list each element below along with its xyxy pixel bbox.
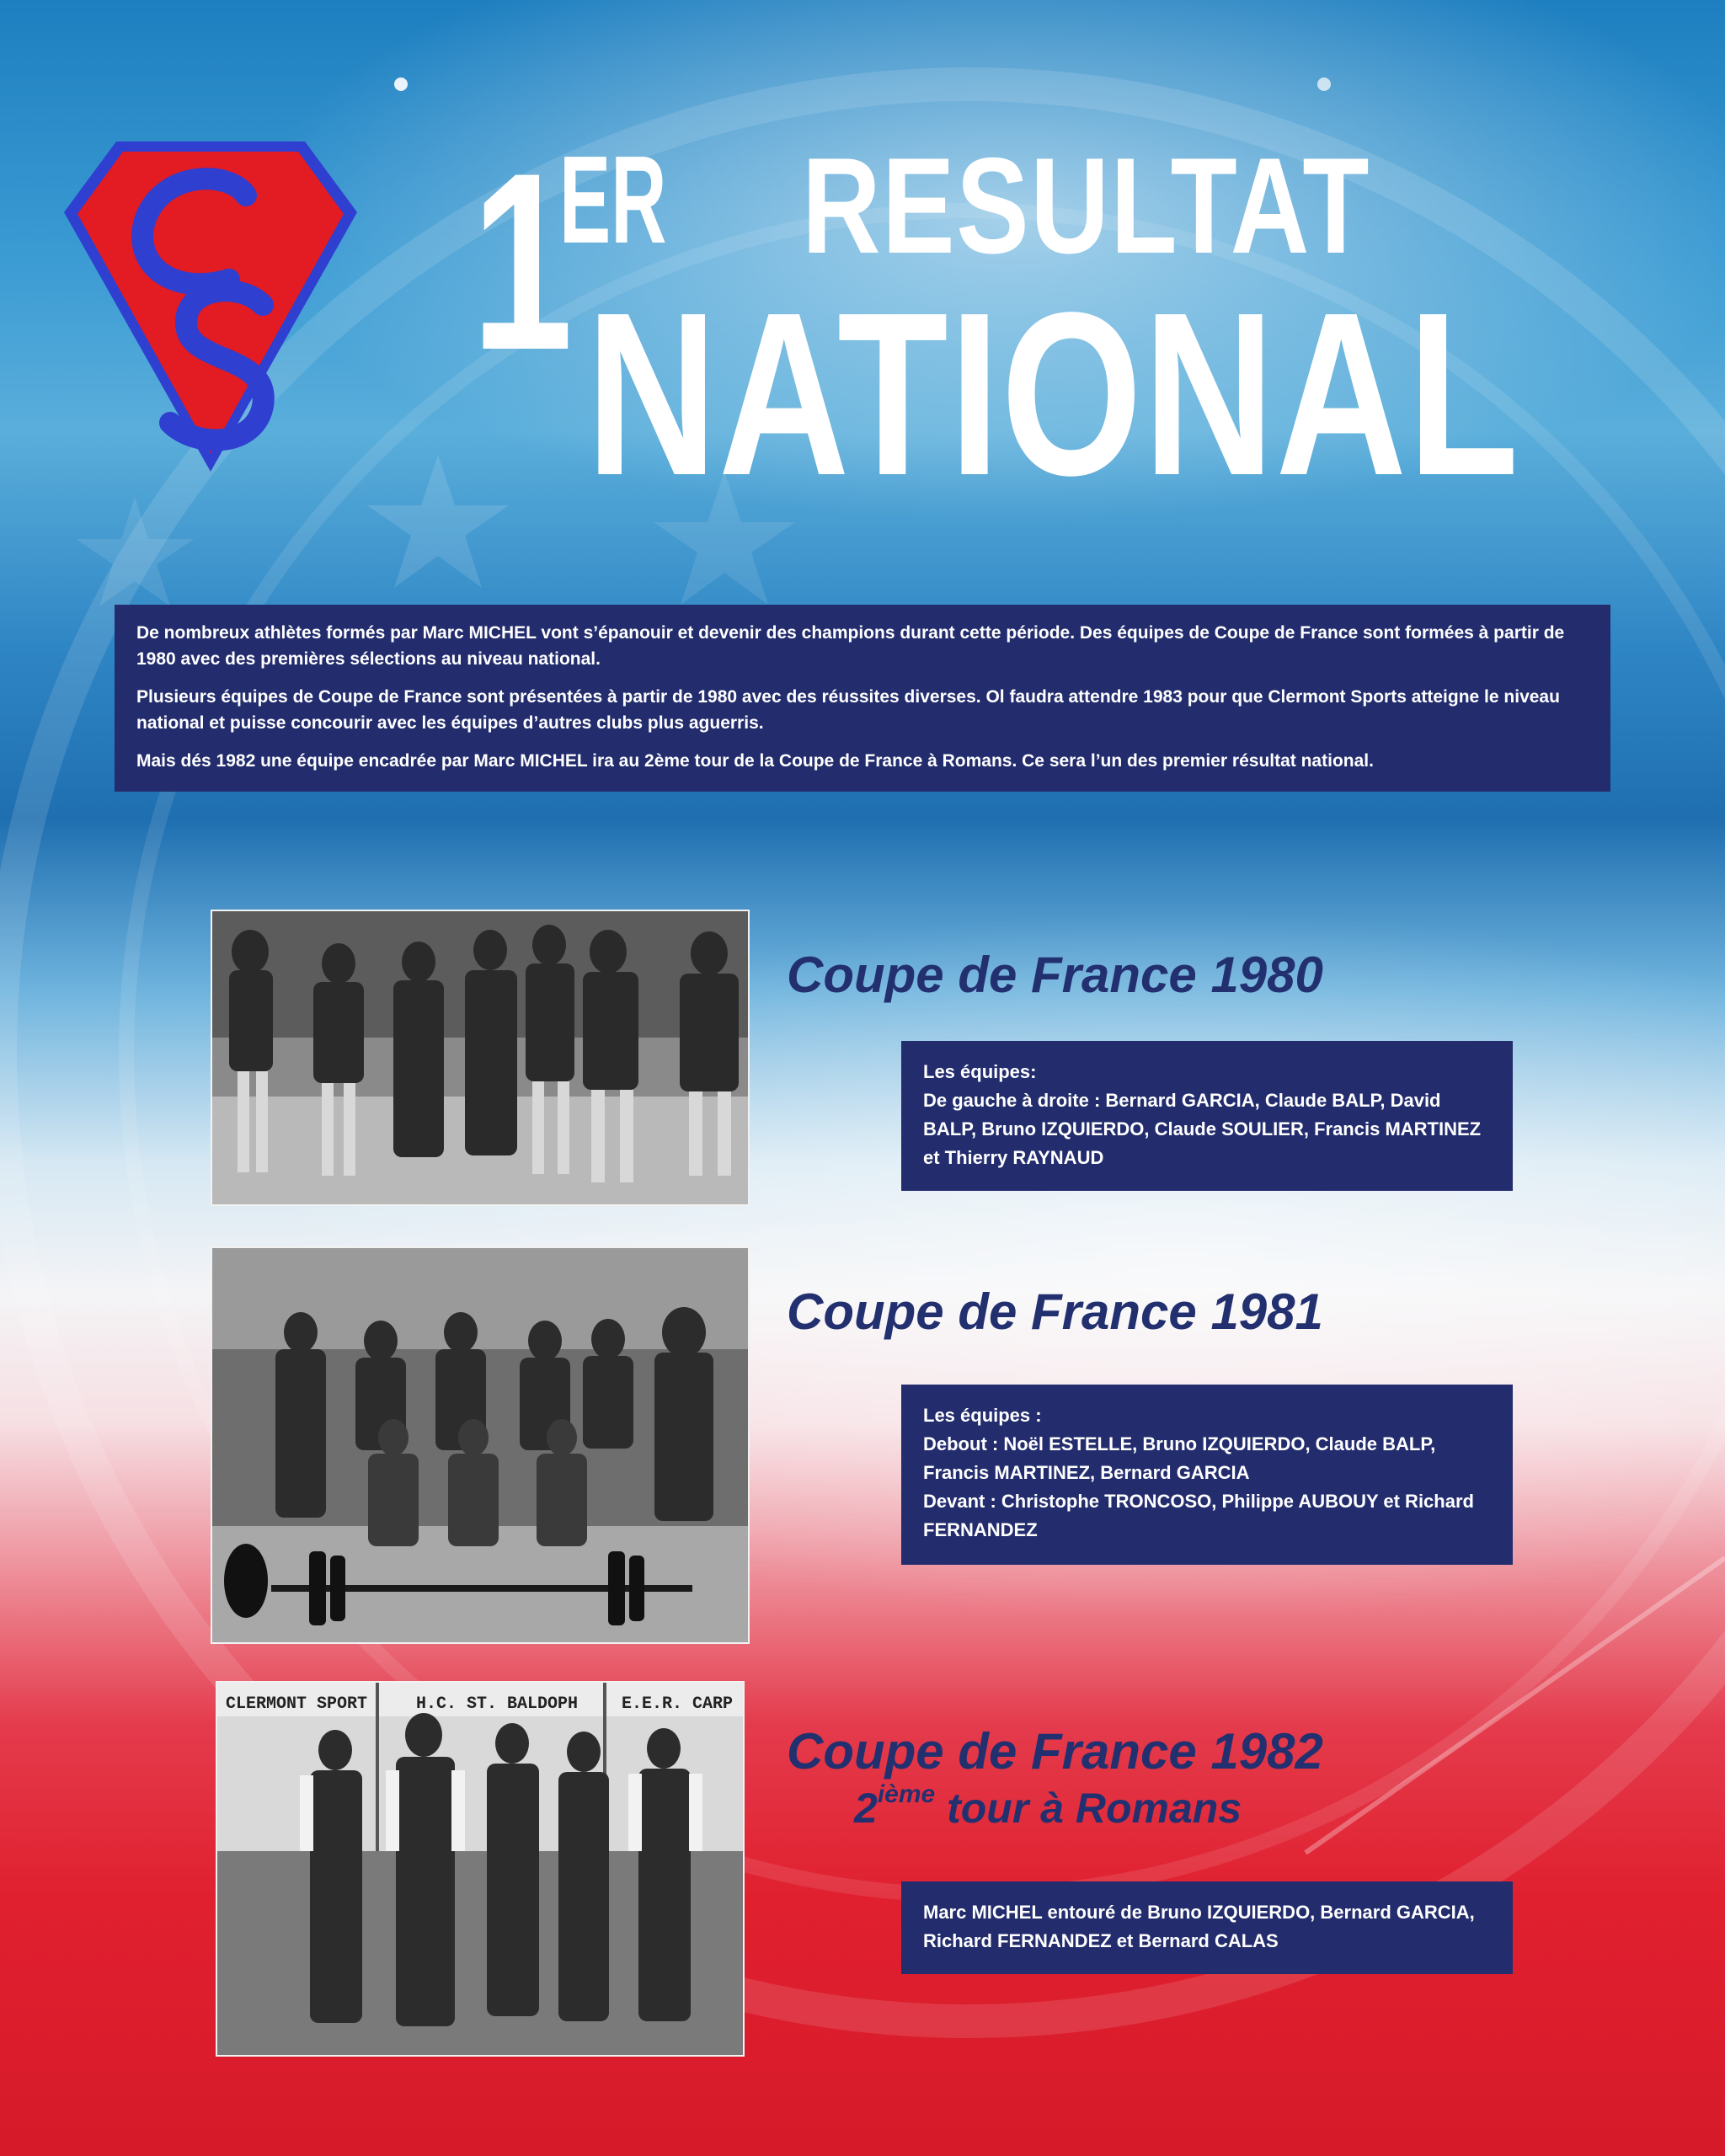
info-line: De gauche à droite : Bernard GARCIA, Claude BALP, David BALP, Bruno IZQUIERDO, Claude SOULIER, Francis MARTINEZ et Thierry RAYNAUD xyxy=(923,1090,1482,1168)
title-superscript: ER xyxy=(559,131,667,270)
photo-banner-right: E.E.R. CARP xyxy=(622,1694,734,1714)
title-national: NATIONAL xyxy=(586,264,1520,524)
section-heading-1980: Coupe de France 1980 xyxy=(787,947,1323,1003)
section-heading-1982: Coupe de France 1982 xyxy=(787,1723,1323,1780)
section-heading-1981: Coupe de France 1981 xyxy=(787,1283,1323,1340)
title-number: 1 xyxy=(472,120,571,403)
info-panel-1982 xyxy=(901,1881,1513,1974)
team-photo-1981 xyxy=(211,1246,750,1644)
photo-banner-left: CLERMONT SPORT xyxy=(226,1694,368,1714)
info-line: Les équipes: xyxy=(923,1061,1037,1082)
info-panel-1981 xyxy=(901,1385,1513,1565)
intro-paragraph-3: Mais dés 1982 une équipe encadrée par Marc MICHEL ira au 2ème tour de la Coupe de France à Romans. Ce sera l’un des premier résultat national. xyxy=(136,751,1374,771)
intro-paragraph-1: De nombreux athlètes formés par Marc MICHEL vont s’épanouir et devenir des champions durant cette période. Des équipes de Coupe de France sont formées à partir de 1980 avec des premières sélections au niveau national. xyxy=(136,623,1565,669)
round-text: tour à Romans xyxy=(935,1785,1242,1832)
title-resultat: RESULTAT xyxy=(802,130,1371,282)
intro-paragraph-2: Plusieurs équipes de Coupe de France sont présentées à partir de 1980 avec des réussites diverses. Ol faudra attendre 1983 pour que Clermont Sports atteigne le niveau national et puisse concourir avec les équipes d’autres clubs plus aguerris. xyxy=(136,687,1560,733)
round-suffix: ième xyxy=(877,1780,936,1808)
info-line: Marc MICHEL entouré de Bruno IZQUIERDO, Bernard GARCIA, Richard FERNANDEZ et Bernard CALAS xyxy=(923,1902,1475,1951)
team-photo-1980 xyxy=(211,910,750,1206)
info-line: Debout : Noël ESTELLE, Bruno IZQUIERDO, Claude BALP, Francis MARTINEZ, Bernard GARCIA xyxy=(923,1433,1436,1483)
intro-panel xyxy=(115,605,1610,792)
round-number: 2 xyxy=(854,1785,878,1832)
club-logo xyxy=(61,136,360,477)
photo-banner-middle: H.C. ST. BALDOPH xyxy=(416,1694,579,1714)
team-photo-1982 xyxy=(216,1681,745,2057)
info-line: Devant : Christophe TRONCOSO, Philippe AUBOUY et Richard FERNANDEZ xyxy=(923,1491,1474,1540)
info-panel-1980 xyxy=(901,1041,1513,1191)
info-line: Les équipes : xyxy=(923,1405,1042,1426)
section-subheading-1982 xyxy=(854,1780,1242,1832)
